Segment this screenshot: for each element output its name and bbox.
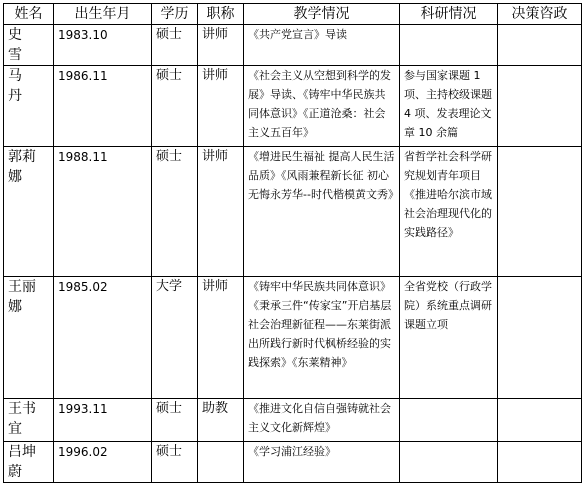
cell-title: 讲师 [198, 25, 244, 66]
cell-policy [498, 147, 582, 277]
cell-policy [498, 399, 582, 442]
header-policy: 决策咨政 [498, 4, 582, 25]
cell-research [400, 399, 498, 442]
cell-education: 硕士 [152, 399, 198, 442]
header-row [4, 4, 582, 25]
cell-birth: 1985.02 [54, 277, 152, 399]
cell-policy [498, 277, 582, 399]
cell-teaching: 《推进文化自信自强铸就社会主义文化新辉煌》 [244, 399, 400, 442]
header-title: 职称 [198, 4, 244, 25]
cell-teaching: 《学习浦江经验》 [244, 442, 400, 483]
cell-name: 吕坤蔚 [4, 442, 54, 483]
cell-title: 讲师 [198, 147, 244, 277]
cell-policy [498, 442, 582, 483]
cell-education: 硕士 [152, 147, 198, 277]
cell-policy [498, 66, 582, 147]
cell-education: 硕士 [152, 442, 198, 483]
cell-title: 讲师 [198, 277, 244, 399]
cell-education: 硕士 [152, 66, 198, 147]
cell-name: 马 丹 [4, 66, 54, 147]
cell-research: 省哲学社会科学研究规划青年项目《推进哈尔滨市域社会治理现代化的实践路径》 [400, 147, 498, 277]
cell-name: 王丽娜 [4, 277, 54, 399]
header-teaching: 教学情况 [244, 4, 400, 25]
cell-teaching: 《增进民生福祉 提高人民生活品质》《风雨兼程新长征 初心无悔永芳华--时代楷模黄文秀》 [244, 147, 400, 277]
table-row [4, 147, 582, 277]
table-row [4, 66, 582, 147]
cell-name: 郭莉娜 [4, 147, 54, 277]
header-birth: 出生年月 [54, 4, 152, 25]
header-name: 姓名 [4, 4, 54, 25]
cell-teaching: 《铸牢中华民族共同体意识》《秉承三件“传家宝”开启基层社会治理新征程——东莱街派出所践行新时代枫桥经验的实践探索》《东莱精神》 [244, 277, 400, 399]
cell-title [198, 442, 244, 483]
cell-birth: 1996.02 [54, 442, 152, 483]
header-education: 学历 [152, 4, 198, 25]
cell-research: 参与国家课题 1 项、主持校级课题 4 项、发表理论文章 10 余篇 [400, 66, 498, 147]
cell-teaching: 《共产党宣言》导读 [244, 25, 400, 66]
cell-policy [498, 25, 582, 66]
cell-title: 讲师 [198, 66, 244, 147]
table-row [4, 399, 582, 442]
table-row [4, 442, 582, 483]
cell-birth: 1993.11 [54, 399, 152, 442]
header-research: 科研情况 [400, 4, 498, 25]
staff-table [3, 3, 582, 483]
cell-title: 助教 [198, 399, 244, 442]
cell-birth: 1988.11 [54, 147, 152, 277]
cell-birth: 1986.11 [54, 66, 152, 147]
table-row [4, 277, 582, 399]
table-row [4, 25, 582, 66]
cell-education: 大学 [152, 277, 198, 399]
cell-research [400, 442, 498, 483]
cell-name: 王书宜 [4, 399, 54, 442]
cell-research [400, 25, 498, 66]
cell-birth: 1983.10 [54, 25, 152, 66]
cell-teaching: 《社会主义从空想到科学的发展》导读、《铸牢中华民族共同体意识》《正道沧桑：社会主义五百年》 [244, 66, 400, 147]
cell-education: 硕士 [152, 25, 198, 66]
cell-research: 全省党校（行政学院）系统重点调研课题立项 [400, 277, 498, 399]
cell-name: 史 雪 [4, 25, 54, 66]
